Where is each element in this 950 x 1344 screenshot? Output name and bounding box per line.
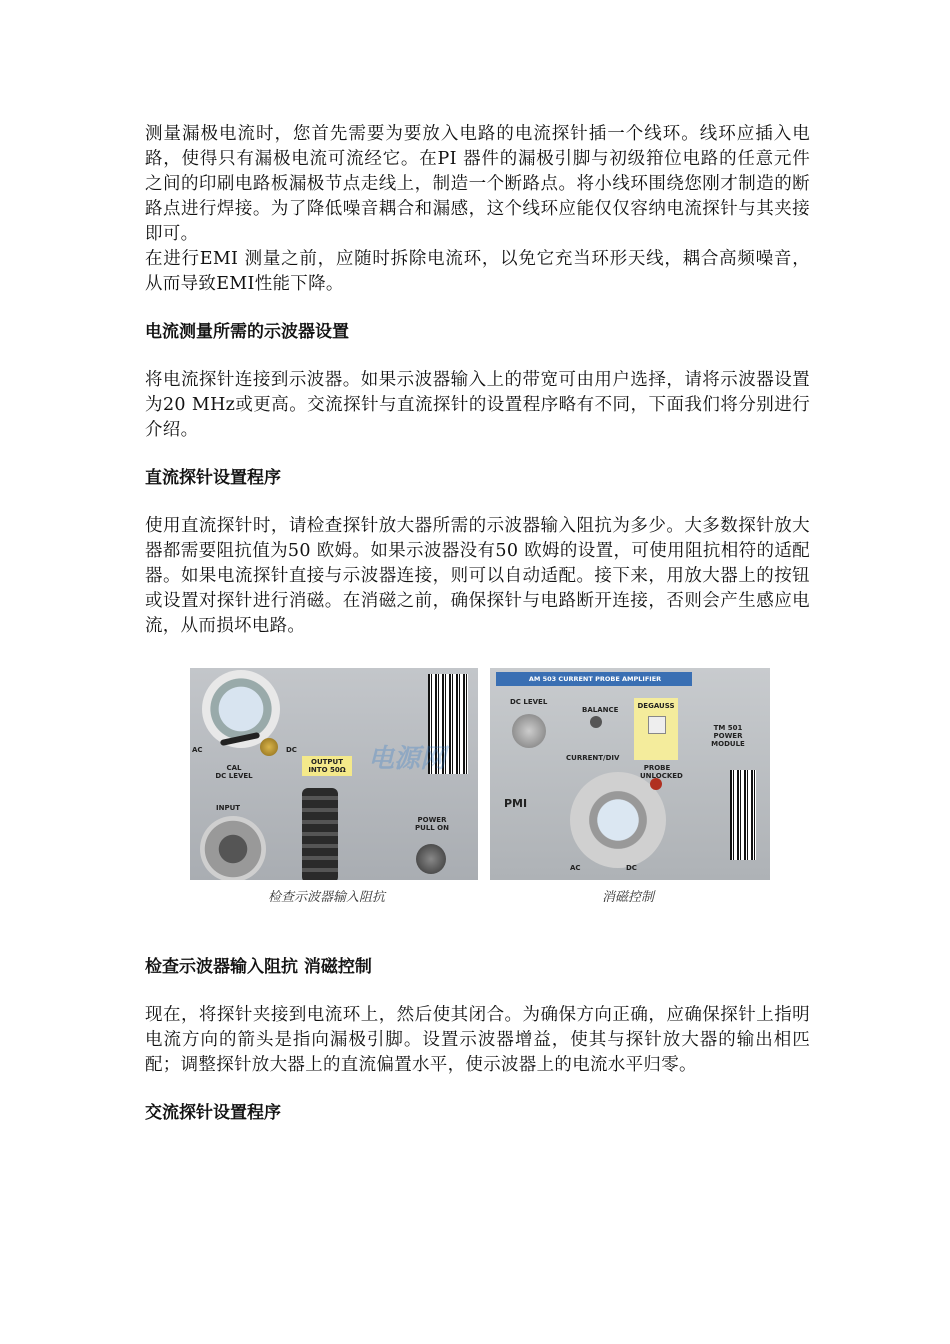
heading-dc-probe: 直流探针设置程序 <box>145 468 281 488</box>
document-body <box>145 122 810 639</box>
label-input: INPUT <box>216 804 241 812</box>
label-balance: BALANCE <box>582 706 619 714</box>
power-knob-icon <box>416 844 446 874</box>
label-tm501: TM 501 POWER MODULE <box>711 724 745 748</box>
input-connector-icon <box>200 816 266 880</box>
amplifier-header-bar <box>496 672 692 686</box>
paragraph-clamp-probe: 现在，将探针夹接到电流环上，然后使其闭合。为确保方向正确，应确保探针上指明电流方向的箭头是指向漏极引脚。设置示波器增益，使其与探针放大器的输出相匹配；调整探针放大器上的直流偏置水平，使示波器上的电流水平归零。 <box>145 1005 810 1075</box>
label-probe-unlocked: PROBE UNLOCKED <box>640 764 683 780</box>
label-ac: AC <box>192 746 203 754</box>
document-body-lower <box>145 955 810 1126</box>
heading-ac-probe: 交流探针设置程序 <box>145 1103 281 1123</box>
probe-cable-icon <box>302 788 338 880</box>
heading-scope-settings: 电流测量所需的示波器设置 <box>145 322 349 342</box>
paragraph-scope-settings: 将电流探针连接到示波器。如果示波器输入上的带宽可由用户选择，请将示波器设置为20 MHz或更高。交流探针与直流探针的设置程序略有不同，下面我们将分别进行介绍。 <box>145 370 810 440</box>
paragraph-emi-note: 在进行EMI 测量之前，应随时拆除电流环，以免它充当环形天线，耦合高频噪音，从而导致EMI性能下降。 <box>145 249 810 294</box>
label-dc: DC <box>286 746 297 754</box>
paragraph-loop-intro: 测量漏极电流时，您首先需要为要放入电路的电流探针插一个线环。线环应插入电路，使得只有漏极电流可流经它。在PI 器件的漏极引脚与初级箝位电路的任意元件之间的印刷电路板漏极节点走线上，制造一个断路点。将小线环围绕您刚才制造的断路点进行焊接。为了降低噪音耦合和漏感，这个线环应能仅仅容纳电流探针与其夹接即可。 <box>145 124 810 244</box>
label-output-50ohm: OUTPUT INTO 50Ω <box>302 756 352 776</box>
label-power-pull-on: POWER PULL ON <box>415 816 449 832</box>
balance-knob-icon <box>590 716 602 728</box>
cal-knob-icon <box>260 738 278 756</box>
label-cal-dc-level: CAL DC LEVEL <box>215 764 253 780</box>
figure-gap <box>478 668 490 880</box>
label-current-div: CURRENT/DIV <box>566 754 620 762</box>
label-amplifier-header: AM 503 CURRENT PROBE AMPLIFIER <box>528 675 662 683</box>
watermark-logo: 电源网 <box>368 744 447 774</box>
barcode-right-icon <box>730 770 756 860</box>
degauss-button[interactable] <box>634 698 678 760</box>
degauss-key-icon <box>648 716 666 734</box>
heading-figure-titles: 检查示波器输入阻抗 消磁控制 <box>145 957 372 977</box>
label-dc-level: DC LEVEL <box>510 698 548 706</box>
label-right-ac: AC <box>570 864 581 872</box>
paragraph-dc-probe: 使用直流探针时，请检查探针放大器所需的示波器输入阻抗为多少。大多数探针放大器都需要阻抗值为50 欧姆。如果示波器没有50 欧姆的设置，可使用阻抗相符的适配器。如果电流探针直接与示波器连接，则可以自动适配。接下来，用放大器上的按钮或设置对探针进行消磁。在消磁之前，确保探针与电路断开连接，否则会产生感应电流，从而损坏电路。 <box>145 516 810 636</box>
amplifier-photo <box>490 668 770 880</box>
label-right-dc: DC <box>626 864 637 872</box>
label-degauss: DEGAUSS <box>637 702 675 710</box>
caption-scope-input: 检查示波器输入阻抗 <box>268 890 386 905</box>
caption-degauss: 消磁控制 <box>602 890 655 905</box>
label-pmi: PMI <box>504 797 528 810</box>
dc-level-knob-icon <box>512 714 546 748</box>
probe-amplifier-figure <box>190 668 770 908</box>
